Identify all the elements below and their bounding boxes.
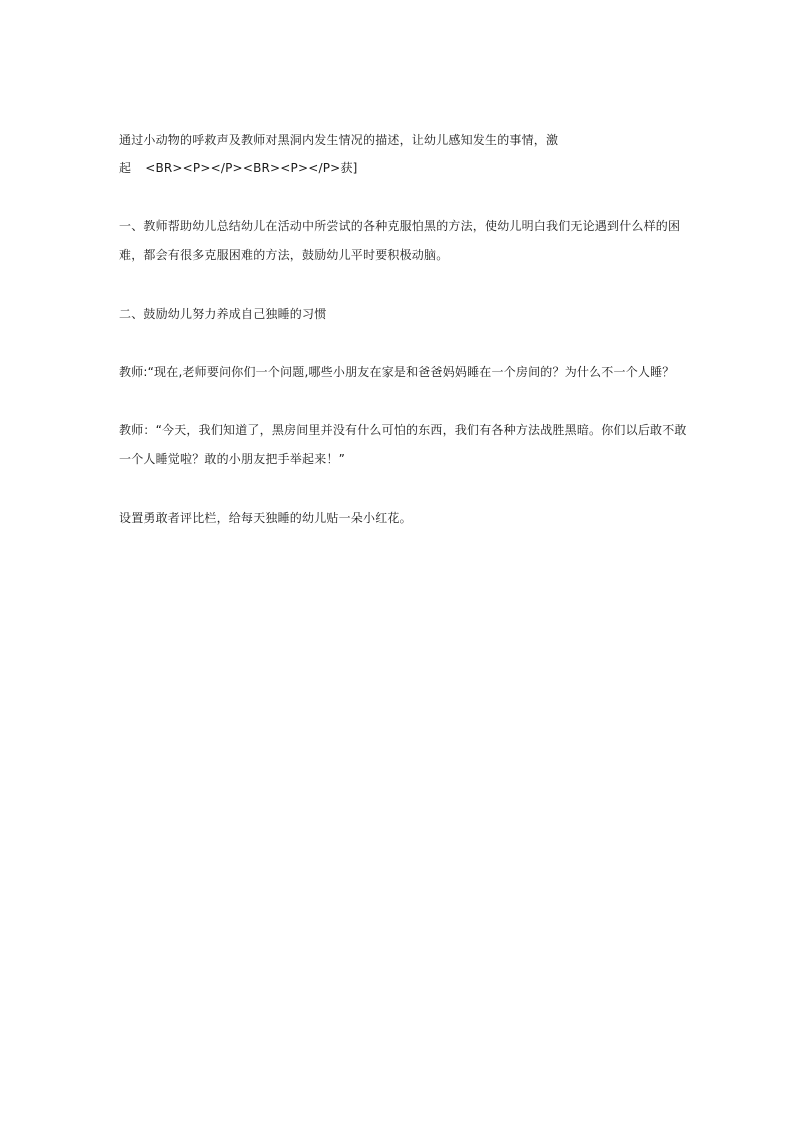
line2-suffix: 获] xyxy=(340,161,358,175)
teacher-speech-line-2: 一个人睡觉啦？敢的小朋友把手举起来！” xyxy=(119,452,346,466)
teacher-question: 教师:“现在,老师要问你们一个问题,哪些小朋友在家是和爸爸妈妈睡在一个房间的？为什么不一个人睡？ xyxy=(119,365,675,379)
teacher-speech-line-1: 教师：“今天，我们知道了，黑房间里并没有什么可怕的东西，我们有各种方法战胜黑暗。你们以后敢不敢 xyxy=(119,423,687,437)
section-one-line-1: 一、教师帮助幼儿总结幼儿在活动中所尝试的各种克服怕黑的方法，使幼儿明白我们无论遇到什么样的困 xyxy=(119,219,681,233)
paragraph-line-1: 通过小动物的呼救声及教师对黑洞内发生情况的描述，让幼儿感知发生的事情，激 xyxy=(119,133,559,147)
section-one-line-2: 难，都会有很多克服困难的方法，鼓励幼儿平时要积极动脑。 xyxy=(119,248,449,262)
line2-prefix: 起 xyxy=(119,161,132,175)
section-two-heading: 二、鼓励幼儿努力养成自己独睡的习惯 xyxy=(119,307,327,321)
paragraph-line-2 xyxy=(119,160,358,176)
closing-line: 设置勇敢者评比栏，给每天独睡的幼儿贴一朵小红花。 xyxy=(119,511,412,525)
raw-html-tags: <BR><P></P><BR><P></P> xyxy=(145,161,341,175)
